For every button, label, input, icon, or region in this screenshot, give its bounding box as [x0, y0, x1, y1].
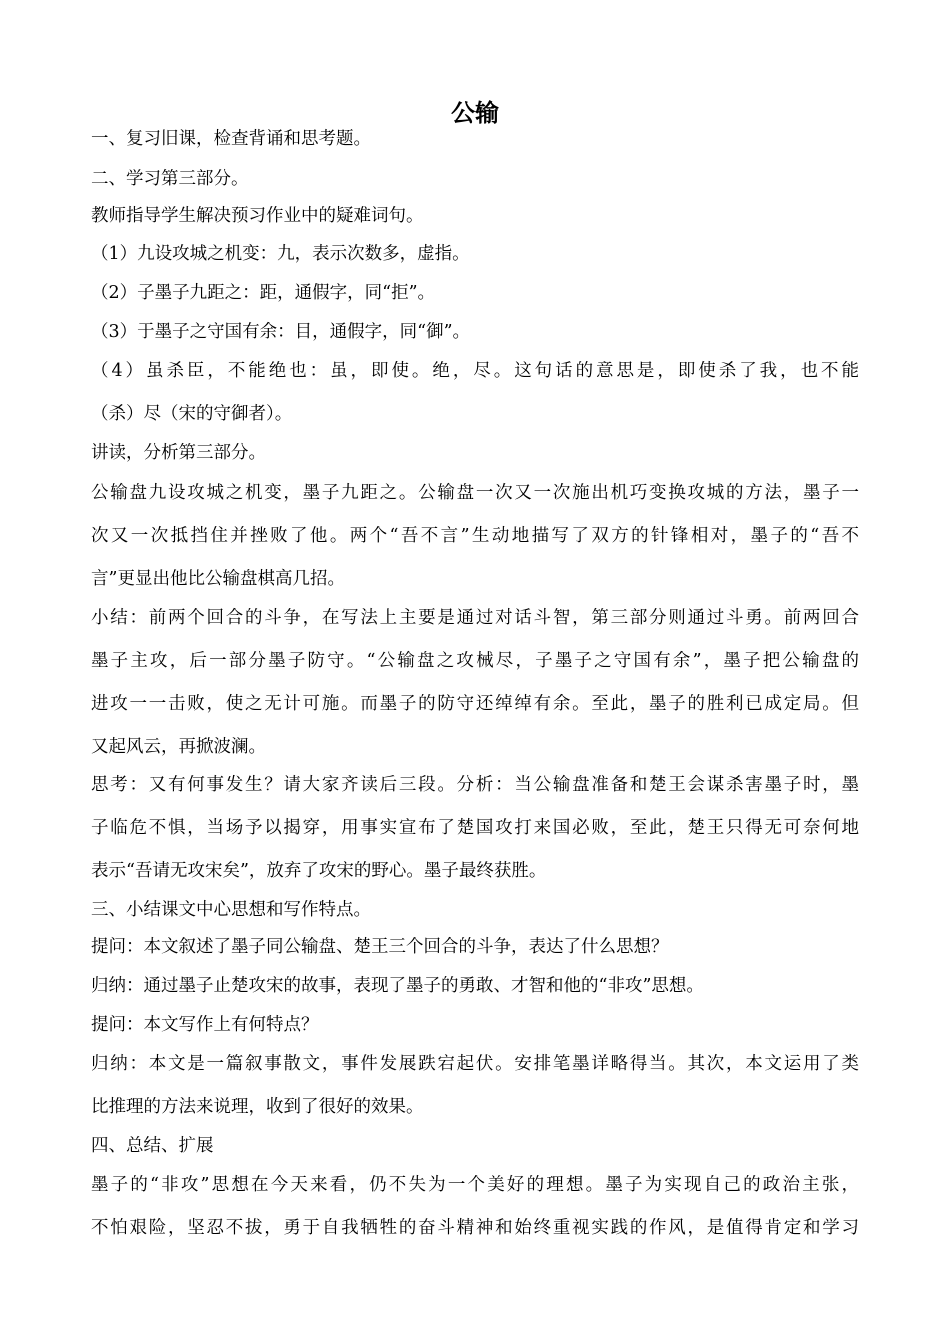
- text-line: 小结：前两个回合的斗争，在写法上主要是通过对话斗智，第三部分则通过斗勇。前两回合: [91, 608, 859, 628]
- text-line: 一、复习旧课，检查背诵和思考题。: [91, 129, 371, 149]
- text-line: （3）于墨子之守国有余：目，通假字，同“御”。: [91, 322, 471, 342]
- text-line: 归纳：通过墨子止楚攻宋的故事，表现了墨子的勇敢、才智和他的“非攻”思想。: [91, 976, 704, 996]
- text-line: 子临危不惧，当场予以揭穿，用事实宣布了楚国攻打来国必败，至此，楚王只得无可奈何地: [91, 818, 859, 838]
- text-line: 教师指导学生解决预习作业中的疑难词句。: [91, 206, 424, 226]
- text-line: （1）九设攻城之机变：九，表示次数多，虚指。: [91, 244, 470, 264]
- text-line: 不怕艰险，坚忍不拔，勇于自我牺牲的奋斗精神和始终重视实践的作风，是值得肯定和学习: [91, 1218, 859, 1238]
- text-line: 提问：本文写作上有何特点？: [91, 1015, 319, 1035]
- text-line: 墨子主攻，后一部分墨子防守。“公输盘之攻械尽，子墨子之守国有余”，墨子把公输盘的: [91, 651, 859, 671]
- text-line: 进攻一一击败，使之无计可施。而墨子的防守还绰绰有余。至此，墨子的胜利已成定局。但: [91, 694, 859, 714]
- text-line: 二、学习第三部分。: [91, 169, 249, 189]
- text-line: 归纳：本文是一篇叙事散文，事件发展跌宕起伏。安排笔墨详略得当。其次，本文运用了类: [91, 1054, 859, 1074]
- text-line: 表示“吾请无攻宋矣”，放弃了攻宋的野心。墨子最终获胜。: [91, 861, 547, 881]
- text-line: 公输盘九设攻城之机变，墨子九距之。公输盘一次又一次施出机巧变换攻城的方法，墨子一: [91, 483, 859, 503]
- text-line: 比推理的方法来说理，收到了很好的效果。: [91, 1097, 424, 1117]
- text-line: 讲读，分析第三部分。: [91, 443, 266, 463]
- text-line: 次又一次抵挡住并挫败了他。两个“吾不言”生动地描写了双方的针锋相对，墨子的“吾不: [91, 526, 859, 546]
- text-line: （杀）尽（宋的守御者）。: [91, 404, 293, 424]
- text-line: 又起风云，再掀波澜。: [91, 737, 266, 757]
- text-line: 墨子的“非攻”思想在今天来看，仍不失为一个美好的理想。墨子为实现自己的政治主张，: [91, 1175, 859, 1195]
- text-line: 四、总结、扩展: [91, 1136, 214, 1156]
- text-line: 提问：本文叙述了墨子同公输盘、楚王三个回合的斗争，表达了什么思想？: [91, 937, 669, 957]
- text-line: （2）子墨子九距之：距，通假字，同“拒”。: [91, 283, 436, 303]
- text-line: 思考：又有何事发生？请大家齐读后三段。分析：当公输盘准备和楚王会谋杀害墨子时，墨: [91, 775, 859, 795]
- text-line: （4）虽杀臣，不能绝也：虽，即使。绝，尽。这句话的意思是，即使杀了我，也不能: [91, 361, 859, 381]
- document-title: 公输: [451, 99, 499, 127]
- text-line: 言”更显出他比公输盘棋高几招。: [91, 569, 345, 589]
- text-line: 三、小结课文中心思想和写作特点。: [91, 900, 371, 920]
